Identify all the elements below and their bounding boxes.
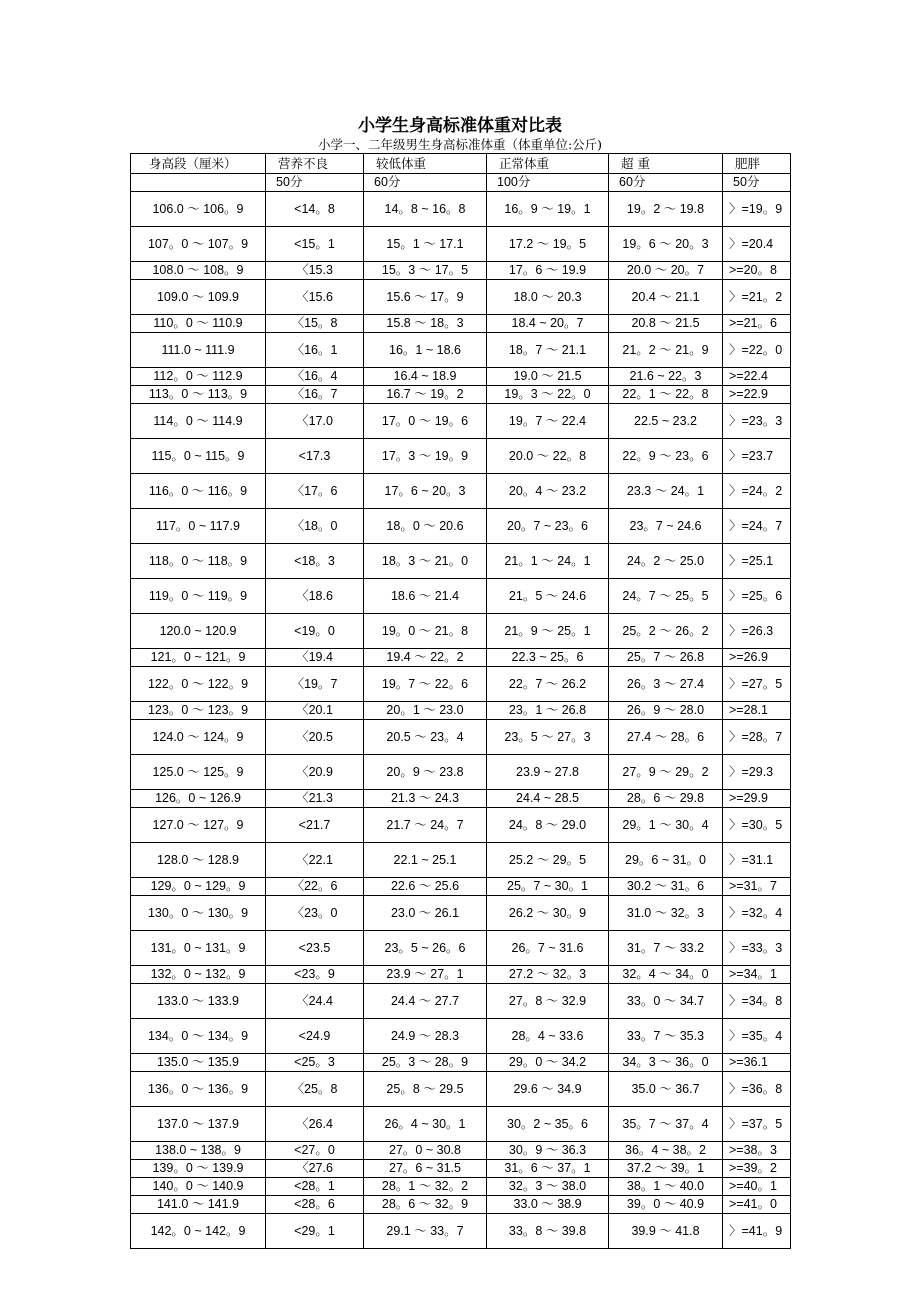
table-cell: 123。0 ～ 123。9 bbox=[131, 702, 266, 720]
table-cell: 132。0 ~ 132。9 bbox=[131, 966, 266, 984]
table-cell: 137.0 ～ 137.9 bbox=[131, 1107, 266, 1142]
table-row bbox=[131, 790, 791, 808]
table-row bbox=[131, 368, 791, 386]
table-cell: 〈16。7 bbox=[266, 386, 364, 404]
table-cell: 〈15。8 bbox=[266, 315, 364, 333]
table-row bbox=[131, 315, 791, 333]
table-cell: 15。3 ～ 17。5 bbox=[364, 262, 487, 280]
table-row bbox=[131, 1142, 791, 1160]
table-cell: 21.3 ～ 24.3 bbox=[364, 790, 487, 808]
table-cell: 142。0 ~ 142。9 bbox=[131, 1214, 266, 1249]
table-cell: >=36.1 bbox=[723, 1054, 791, 1072]
table-cell: 19。3 ～ 22。0 bbox=[487, 386, 609, 404]
table-subtitle: 小学一、二年级男生身高标准体重（体重单位:公斤) bbox=[317, 137, 603, 152]
score-row bbox=[131, 174, 791, 192]
table-cell: 〉=25。6 bbox=[723, 579, 791, 614]
table-cell: 〉=33。3 bbox=[723, 931, 791, 966]
table-row bbox=[131, 1072, 791, 1107]
table-cell: <18。3 bbox=[266, 544, 364, 579]
table-cell: 〈18.6 bbox=[266, 579, 364, 614]
table-cell: 〈22.1 bbox=[266, 843, 364, 878]
table-cell: 16.7 ～ 19。2 bbox=[364, 386, 487, 404]
table-cell: 23.0 ～ 26.1 bbox=[364, 896, 487, 931]
table-cell: 22.1 ~ 25.1 bbox=[364, 843, 487, 878]
table-row bbox=[131, 1019, 791, 1054]
table-cell: 18。7 ～ 21.1 bbox=[487, 333, 609, 368]
table-cell: <27。0 bbox=[266, 1142, 364, 1160]
table-cell: 39.9 ～ 41.8 bbox=[609, 1214, 723, 1249]
table-cell: 20.0 ～ 20。7 bbox=[609, 262, 723, 280]
table-cell: 134。0 ～ 134。9 bbox=[131, 1019, 266, 1054]
table-cell: 〈26.4 bbox=[266, 1107, 364, 1142]
table-cell: 24.9 ～ 28.3 bbox=[364, 1019, 487, 1054]
table-cell: <29。1 bbox=[266, 1214, 364, 1249]
table-cell: 114。0 ～ 114.9 bbox=[131, 404, 266, 439]
table-cell: 〈15.3 bbox=[266, 262, 364, 280]
table-cell: 26。4 ~ 30。1 bbox=[364, 1107, 487, 1142]
table-cell: 110。0 ～ 110.9 bbox=[131, 315, 266, 333]
table-cell: 116。0 ～ 116。9 bbox=[131, 474, 266, 509]
table-cell: 23。5 ～ 27。3 bbox=[487, 720, 609, 755]
table-cell: 35.0 ～ 36.7 bbox=[609, 1072, 723, 1107]
table-cell: 〉=22。0 bbox=[723, 333, 791, 368]
table-cell: 138.0 ~ 138。9 bbox=[131, 1142, 266, 1160]
table-cell: 19。0 ～ 21。8 bbox=[364, 614, 487, 649]
table-cell: 25。7 ～ 26.8 bbox=[609, 649, 723, 667]
table-cell: 19。7 ～ 22.4 bbox=[487, 404, 609, 439]
table-cell: 133.0 ～ 133.9 bbox=[131, 984, 266, 1019]
table-cell: 129。0 ~ 129。9 bbox=[131, 878, 266, 896]
table-cell: 〈27.6 bbox=[266, 1160, 364, 1178]
table-cell: 〈15.6 bbox=[266, 280, 364, 315]
table-row bbox=[131, 1214, 791, 1249]
table-cell: 27。8 ～ 32.9 bbox=[487, 984, 609, 1019]
table-cell: 30。2 ~ 35。6 bbox=[487, 1107, 609, 1142]
table-cell: 24。7 ～ 25。5 bbox=[609, 579, 723, 614]
table-cell: 15。1 ～ 17.1 bbox=[364, 227, 487, 262]
header-cell: 超 重 bbox=[609, 154, 723, 174]
table-cell: 24。2 ～ 25.0 bbox=[609, 544, 723, 579]
table-cell: 〈17.0 bbox=[266, 404, 364, 439]
table-cell: 120.0 ~ 120.9 bbox=[131, 614, 266, 649]
table-cell: <21.7 bbox=[266, 808, 364, 843]
table-cell: 17。6 ～ 19.9 bbox=[487, 262, 609, 280]
table-row bbox=[131, 614, 791, 649]
table-cell: 〈19。7 bbox=[266, 667, 364, 702]
table-cell: 16。9 ～ 19。1 bbox=[487, 192, 609, 227]
table-cell: <17.3 bbox=[266, 439, 364, 474]
table-row bbox=[131, 931, 791, 966]
table-cell: 〉=24。2 bbox=[723, 474, 791, 509]
table-cell: <15。1 bbox=[266, 227, 364, 262]
table-cell: 31。6 ～ 37。1 bbox=[487, 1160, 609, 1178]
table-cell: 19。2 ～ 19.8 bbox=[609, 192, 723, 227]
table-cell: >=40。1 bbox=[723, 1178, 791, 1196]
table-cell: 21。2 ～ 21。9 bbox=[609, 333, 723, 368]
table-row bbox=[131, 386, 791, 404]
table-cell: 〈19.4 bbox=[266, 649, 364, 667]
table-cell: 20。9 ～ 23.8 bbox=[364, 755, 487, 790]
table-cell: <25。3 bbox=[266, 1054, 364, 1072]
table-cell: 〉=24。7 bbox=[723, 509, 791, 544]
header-row bbox=[131, 154, 791, 174]
table-cell: 20。7 ~ 23。6 bbox=[487, 509, 609, 544]
table-cell: 23。1 ～ 26.8 bbox=[487, 702, 609, 720]
table-cell: 22。9 ～ 23。6 bbox=[609, 439, 723, 474]
table-cell: >=21。6 bbox=[723, 315, 791, 333]
table-cell: 33。8 ～ 39.8 bbox=[487, 1214, 609, 1249]
table-cell: 〈18。0 bbox=[266, 509, 364, 544]
header-cell: 营养不良 bbox=[266, 154, 364, 174]
table-cell: 〈25。8 bbox=[266, 1072, 364, 1107]
table-cell: 20。1 ～ 23.0 bbox=[364, 702, 487, 720]
table-cell: 〈16。1 bbox=[266, 333, 364, 368]
score-cell bbox=[131, 174, 266, 192]
table-cell: 17.2 ～ 19。5 bbox=[487, 227, 609, 262]
table-row bbox=[131, 192, 791, 227]
table-cell: 〉=32。4 bbox=[723, 896, 791, 931]
table-cell: 20.4 ～ 21.1 bbox=[609, 280, 723, 315]
table-cell: 29。0 ～ 34.2 bbox=[487, 1054, 609, 1072]
table-row bbox=[131, 439, 791, 474]
table-cell: 〉=37。5 bbox=[723, 1107, 791, 1142]
table-row bbox=[131, 404, 791, 439]
table-cell: <24.9 bbox=[266, 1019, 364, 1054]
table-cell: 26。7 ~ 31.6 bbox=[487, 931, 609, 966]
table-cell: 130。0 ～ 130。9 bbox=[131, 896, 266, 931]
table-cell: 29。1 ～ 30。4 bbox=[609, 808, 723, 843]
table-row bbox=[131, 509, 791, 544]
table-cell: 20.0 ～ 22。8 bbox=[487, 439, 609, 474]
table-cell: 27.2 ～ 32。3 bbox=[487, 966, 609, 984]
table-cell: 〉=20.4 bbox=[723, 227, 791, 262]
table-cell: 113。0 ～ 113。9 bbox=[131, 386, 266, 404]
table-cell: 111.0 ~ 111.9 bbox=[131, 333, 266, 368]
table-cell: 108.0 ～ 108。9 bbox=[131, 262, 266, 280]
table-cell: 23.3 ～ 24。1 bbox=[609, 474, 723, 509]
table-cell: 26。3 ～ 27.4 bbox=[609, 667, 723, 702]
table-row bbox=[131, 1178, 791, 1196]
table-cell: 19.0 ～ 21.5 bbox=[487, 368, 609, 386]
table-cell: 21。1 ～ 24。1 bbox=[487, 544, 609, 579]
table-cell: 〉=26.3 bbox=[723, 614, 791, 649]
table-row bbox=[131, 1054, 791, 1072]
table-cell: 21.6 ~ 22。3 bbox=[609, 368, 723, 386]
table-cell: 141.0 ～ 141.9 bbox=[131, 1196, 266, 1214]
table-cell: >=22.9 bbox=[723, 386, 791, 404]
table-cell: 22.3 ~ 25。6 bbox=[487, 649, 609, 667]
score-cell: 100分 bbox=[487, 174, 609, 192]
table-row bbox=[131, 280, 791, 315]
score-cell: 60分 bbox=[364, 174, 487, 192]
page-title: 小学生身高标准体重对比表 bbox=[358, 116, 562, 136]
table-cell: 124.0 ～ 124。9 bbox=[131, 720, 266, 755]
table-cell: 28。6 ～ 29.8 bbox=[609, 790, 723, 808]
table-cell: 29。6 ~ 31。0 bbox=[609, 843, 723, 878]
table-row bbox=[131, 702, 791, 720]
table-cell: 122。0 ～ 122。9 bbox=[131, 667, 266, 702]
table-cell: 〉=41。9 bbox=[723, 1214, 791, 1249]
table-cell: 31.0 ～ 32。3 bbox=[609, 896, 723, 931]
table-cell: 24.4 ~ 28.5 bbox=[487, 790, 609, 808]
table-cell: 22。7 ～ 26.2 bbox=[487, 667, 609, 702]
table-row bbox=[131, 984, 791, 1019]
table-cell: 139。0 ～ 139.9 bbox=[131, 1160, 266, 1178]
table-cell: 26.2 ～ 30。9 bbox=[487, 896, 609, 931]
table-row bbox=[131, 1107, 791, 1142]
table-cell: 126。0 ~ 126.9 bbox=[131, 790, 266, 808]
table-cell: 117。0 ~ 117.9 bbox=[131, 509, 266, 544]
table-cell: 19。6 ～ 20。3 bbox=[609, 227, 723, 262]
table-cell: 〉=19。9 bbox=[723, 192, 791, 227]
table-cell: 〉=30。5 bbox=[723, 808, 791, 843]
table-cell: 〉=28。7 bbox=[723, 720, 791, 755]
table-row bbox=[131, 227, 791, 262]
table-cell: 16。1 ~ 18.6 bbox=[364, 333, 487, 368]
table-cell: 27。6 ~ 31.5 bbox=[364, 1160, 487, 1178]
table-cell: 〈21.3 bbox=[266, 790, 364, 808]
table-cell: 〉=21。2 bbox=[723, 280, 791, 315]
table-cell: 〈23。0 bbox=[266, 896, 364, 931]
table-cell: 20.5 ～ 23。4 bbox=[364, 720, 487, 755]
table-row bbox=[131, 843, 791, 878]
table-row bbox=[131, 667, 791, 702]
table-cell: <23。9 bbox=[266, 966, 364, 984]
header-cell: 肥胖 bbox=[723, 154, 791, 174]
table-cell: 30.2 ～ 31。6 bbox=[609, 878, 723, 896]
table-cell: 21。9 ～ 25。1 bbox=[487, 614, 609, 649]
table-cell: 18.0 ～ 20.3 bbox=[487, 280, 609, 315]
table-cell: 〈20.5 bbox=[266, 720, 364, 755]
table-cell: 25。2 ～ 26。2 bbox=[609, 614, 723, 649]
table-row bbox=[131, 649, 791, 667]
table-cell: 24。8 ～ 29.0 bbox=[487, 808, 609, 843]
table-cell: 35。7 ～ 37。4 bbox=[609, 1107, 723, 1142]
table-row bbox=[131, 755, 791, 790]
table-cell: 25。8 ～ 29.5 bbox=[364, 1072, 487, 1107]
table-cell: 18。3 ～ 21。0 bbox=[364, 544, 487, 579]
table-cell: 17。3 ～ 19。9 bbox=[364, 439, 487, 474]
table-cell: >=41。0 bbox=[723, 1196, 791, 1214]
table-cell: 37.2 ～ 39。1 bbox=[609, 1160, 723, 1178]
table-row bbox=[131, 966, 791, 984]
table-cell: 18。0 ～ 20.6 bbox=[364, 509, 487, 544]
table-cell: 〈16。4 bbox=[266, 368, 364, 386]
table-cell: 140。0 ～ 140.9 bbox=[131, 1178, 266, 1196]
header-cell: 身高段（厘米） bbox=[131, 154, 266, 174]
table-cell: 22。1 ～ 22。8 bbox=[609, 386, 723, 404]
table-cell: 115。0 ~ 115。9 bbox=[131, 439, 266, 474]
table-cell: 25。7 ~ 30。1 bbox=[487, 878, 609, 896]
table-cell: 22.5 ~ 23.2 bbox=[609, 404, 723, 439]
table-cell: 〉=35。4 bbox=[723, 1019, 791, 1054]
table-cell: 121。0 ~ 121。9 bbox=[131, 649, 266, 667]
table-cell: 22.6 ～ 25.6 bbox=[364, 878, 487, 896]
table-cell: 27。9 ～ 29。2 bbox=[609, 755, 723, 790]
table-cell: <14。8 bbox=[266, 192, 364, 227]
table-cell: 〉=29.3 bbox=[723, 755, 791, 790]
table-cell: 32。4 ～ 34。0 bbox=[609, 966, 723, 984]
table-cell: 107。0 ～ 107。9 bbox=[131, 227, 266, 262]
table-cell: 36。4 ~ 38。2 bbox=[609, 1142, 723, 1160]
table-cell: 〉=23.7 bbox=[723, 439, 791, 474]
table-cell: 31。7 ～ 33.2 bbox=[609, 931, 723, 966]
table-cell: <23.5 bbox=[266, 931, 364, 966]
table-cell: 〉=36。8 bbox=[723, 1072, 791, 1107]
table-row bbox=[131, 579, 791, 614]
table-cell: 28。4 ~ 33.6 bbox=[487, 1019, 609, 1054]
table-cell: 23。5 ~ 26。6 bbox=[364, 931, 487, 966]
table-cell: >=22.4 bbox=[723, 368, 791, 386]
table-cell: 〈24.4 bbox=[266, 984, 364, 1019]
table-cell: 〈20.9 bbox=[266, 755, 364, 790]
table-cell: 26。9 ～ 28.0 bbox=[609, 702, 723, 720]
table-cell: 34。3 ～ 36。0 bbox=[609, 1054, 723, 1072]
table-row bbox=[131, 808, 791, 843]
table-cell: 125.0 ～ 125。9 bbox=[131, 755, 266, 790]
table-cell: <19。0 bbox=[266, 614, 364, 649]
table-row bbox=[131, 474, 791, 509]
table-cell: 32。3 ～ 38.0 bbox=[487, 1178, 609, 1196]
table-cell: 25.2 ～ 29。5 bbox=[487, 843, 609, 878]
table-cell: 21.7 ～ 24。7 bbox=[364, 808, 487, 843]
table-cell: >=39。2 bbox=[723, 1160, 791, 1178]
table-cell: 21。5 ～ 24.6 bbox=[487, 579, 609, 614]
table-cell: 30。9 ～ 36.3 bbox=[487, 1142, 609, 1160]
score-cell: 50分 bbox=[723, 174, 791, 192]
table-cell: 38。1 ～ 40.0 bbox=[609, 1178, 723, 1196]
table-cell: >=20。8 bbox=[723, 262, 791, 280]
table-cell: 28。1 ～ 32。2 bbox=[364, 1178, 487, 1196]
table-cell: 23.9 ~ 27.8 bbox=[487, 755, 609, 790]
table-cell: 109.0 ～ 109.9 bbox=[131, 280, 266, 315]
table-cell: >=29.9 bbox=[723, 790, 791, 808]
table-cell: 106.0 ～ 106。9 bbox=[131, 192, 266, 227]
table-cell: 〈22。6 bbox=[266, 878, 364, 896]
table-cell: 118。0 ～ 118。9 bbox=[131, 544, 266, 579]
table-cell: 119。0 ～ 119。9 bbox=[131, 579, 266, 614]
table-cell: 27.4 ～ 28。6 bbox=[609, 720, 723, 755]
table-cell: >=26.9 bbox=[723, 649, 791, 667]
table-cell: 112。0 ～ 112.9 bbox=[131, 368, 266, 386]
table-cell: 15.8 ～ 18。3 bbox=[364, 315, 487, 333]
table-cell: 25。3 ～ 28。9 bbox=[364, 1054, 487, 1072]
table-cell: 28。6 ～ 32。9 bbox=[364, 1196, 487, 1214]
score-cell: 50分 bbox=[266, 174, 364, 192]
header-cell: 较低体重 bbox=[364, 154, 487, 174]
table-cell: 〈17。6 bbox=[266, 474, 364, 509]
table-cell: 33。0 ～ 34.7 bbox=[609, 984, 723, 1019]
table-cell: 29.6 ～ 34.9 bbox=[487, 1072, 609, 1107]
table-cell: 18.6 ～ 21.4 bbox=[364, 579, 487, 614]
table-cell: 14。8 ~ 16。8 bbox=[364, 192, 487, 227]
table-cell: 27。0 ~ 30.8 bbox=[364, 1142, 487, 1160]
table-cell: >=34。1 bbox=[723, 966, 791, 984]
table-row bbox=[131, 720, 791, 755]
table-row bbox=[131, 262, 791, 280]
table-row bbox=[131, 1196, 791, 1214]
table-cell: >=38。3 bbox=[723, 1142, 791, 1160]
table-cell: 131。0 ~ 131。9 bbox=[131, 931, 266, 966]
table-cell: 23.9 ～ 27。1 bbox=[364, 966, 487, 984]
table-cell: 〉=31.1 bbox=[723, 843, 791, 878]
score-cell: 60分 bbox=[609, 174, 723, 192]
table-cell: 20。4 ～ 23.2 bbox=[487, 474, 609, 509]
table-row bbox=[131, 333, 791, 368]
table-cell: 135.0 ～ 135.9 bbox=[131, 1054, 266, 1072]
table-cell: 20.8 ～ 21.5 bbox=[609, 315, 723, 333]
table-cell: 39。0 ～ 40.9 bbox=[609, 1196, 723, 1214]
table-cell: 29.1 ～ 33。7 bbox=[364, 1214, 487, 1249]
table-cell: 127.0 ～ 127。9 bbox=[131, 808, 266, 843]
table-cell: 24.4 ～ 27.7 bbox=[364, 984, 487, 1019]
table-row bbox=[131, 1160, 791, 1178]
table-cell: 18.4 ~ 20。7 bbox=[487, 315, 609, 333]
table-cell: 15.6 ～ 17。9 bbox=[364, 280, 487, 315]
table-cell: >=31。7 bbox=[723, 878, 791, 896]
table-cell: 16.4 ~ 18.9 bbox=[364, 368, 487, 386]
table-cell: 17。0 ～ 19。6 bbox=[364, 404, 487, 439]
header-cell: 正常体重 bbox=[487, 154, 609, 174]
table-cell: <28。6 bbox=[266, 1196, 364, 1214]
table-cell: 19。7 ～ 22。6 bbox=[364, 667, 487, 702]
table-cell: 〉=25.1 bbox=[723, 544, 791, 579]
table-cell: 〉=34。8 bbox=[723, 984, 791, 1019]
table-cell: 33.0 ～ 38.9 bbox=[487, 1196, 609, 1214]
table-cell: >=28.1 bbox=[723, 702, 791, 720]
table-cell: 19.4 ～ 22。2 bbox=[364, 649, 487, 667]
weight-table bbox=[130, 153, 791, 1249]
table-cell: 128.0 ～ 128.9 bbox=[131, 843, 266, 878]
table-cell: <28。1 bbox=[266, 1178, 364, 1196]
table-cell: 17。6 ~ 20。3 bbox=[364, 474, 487, 509]
table-row bbox=[131, 544, 791, 579]
table-cell: 136。0 ～ 136。9 bbox=[131, 1072, 266, 1107]
table-row bbox=[131, 896, 791, 931]
table-cell: 〉=23。3 bbox=[723, 404, 791, 439]
table-row bbox=[131, 878, 791, 896]
table-cell: 23。7 ~ 24.6 bbox=[609, 509, 723, 544]
table-cell: 〈20.1 bbox=[266, 702, 364, 720]
table-cell: 33。7 ～ 35.3 bbox=[609, 1019, 723, 1054]
table-cell: 〉=27。5 bbox=[723, 667, 791, 702]
